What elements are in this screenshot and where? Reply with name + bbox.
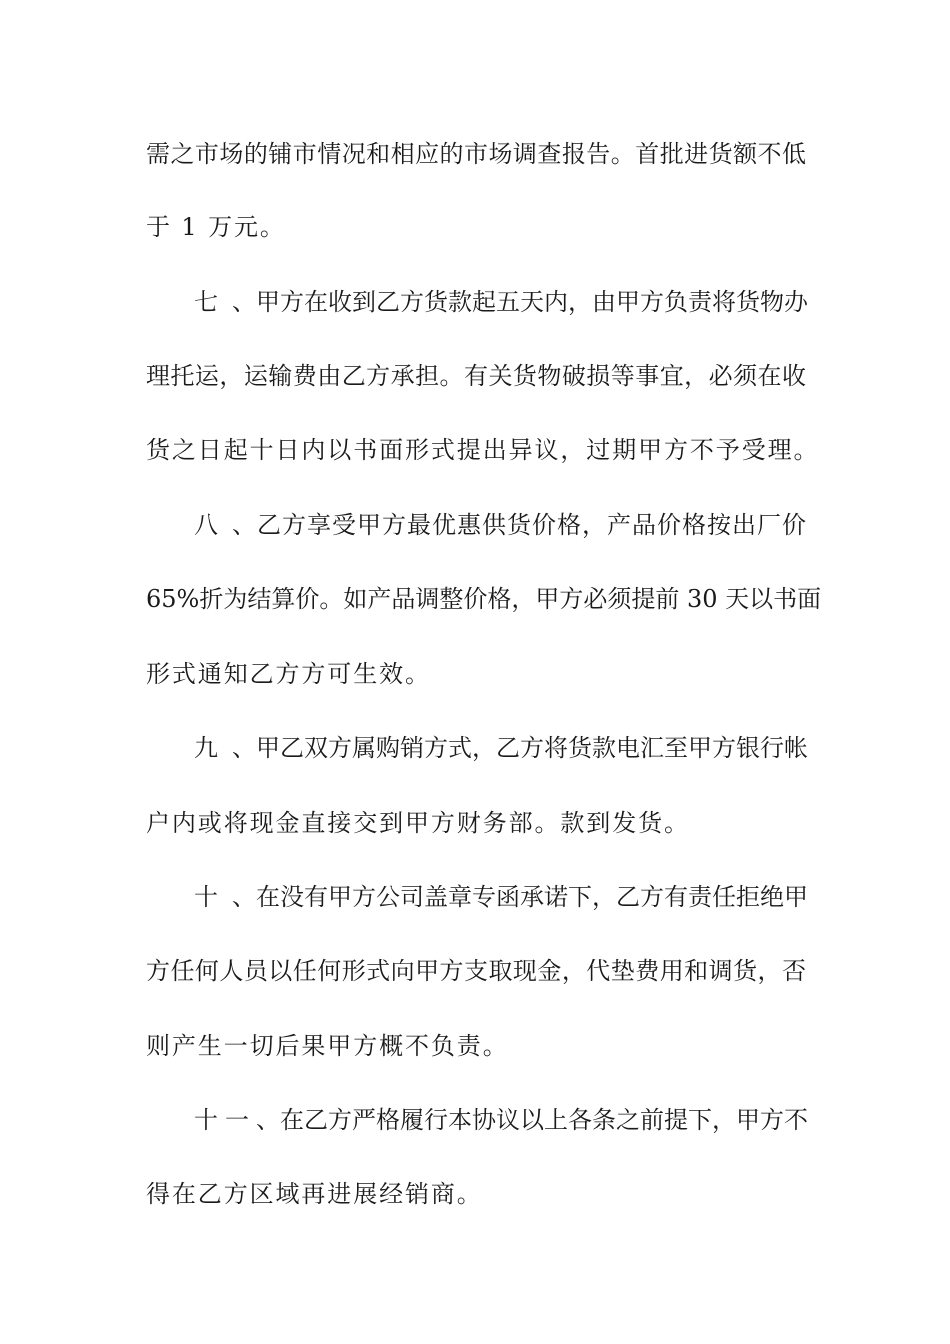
line-text: 得在乙方区域再进展经销商。 (146, 1180, 483, 1208)
text-line (146, 356, 806, 396)
clause-11-heading-line (194, 1100, 806, 1140)
clause-10-heading-line (194, 877, 806, 917)
text-line (146, 951, 806, 991)
line-text: 户内或将现金直接交到甲方财务部。款到发货。 (146, 809, 690, 837)
text-line (146, 579, 822, 619)
clause-8-heading-line (194, 505, 806, 545)
text-line (146, 134, 806, 174)
line-text: 甲乙双方属购销方式，乙方将货款电汇至甲方银行帐 (256, 734, 808, 762)
line-text: 在乙方严格履行本协议以上各条之前提下，甲方不 (280, 1106, 808, 1134)
line-text: 理托运，运输费由乙方承担。有关货物破损等事宜，必须在收 (146, 362, 806, 390)
text-line (146, 1026, 806, 1066)
text-line (146, 430, 820, 470)
clause-number: 十一、 (194, 1106, 280, 1134)
text-line (146, 803, 806, 843)
line-text: 65%折为结算价。如产品调整价格，甲方必须提前 30 天以书面 (146, 585, 822, 613)
text-line (146, 1174, 806, 1214)
clause-number: 十、 (194, 883, 256, 911)
line-text: 货之日起十日内以书面形式提出异议，过期甲方不予受理。 (146, 436, 820, 464)
line-text: 则产生一切后果甲方概不负责。 (146, 1032, 509, 1060)
clause-number: 八、 (194, 511, 256, 539)
clause-7-heading-line (194, 282, 806, 322)
line-text: 需之市场的铺市情况和相应的市场调查报告。首批进货额不低 (146, 140, 806, 168)
line-text: 形式通知乙方方可生效。 (146, 660, 431, 688)
line-text: 乙方享受甲方最优惠供货价格，产品价格按出厂价 (256, 511, 806, 539)
line-text: 在没有甲方公司盖章专函承诺下，乙方有责任拒绝甲 (256, 883, 808, 911)
line-text: 方任何人员以任何形式向甲方支取现金，代垫费用和调货，否 (146, 957, 806, 985)
line-text: 甲方在收到乙方货款起五天内，由甲方负责将货物办 (256, 288, 808, 316)
clause-number: 七、 (194, 288, 256, 316)
text-line (146, 207, 806, 247)
text-line (146, 654, 806, 694)
clause-number: 九、 (194, 734, 256, 762)
clause-9-heading-line (194, 728, 806, 768)
line-text: 于 1 万元。 (146, 213, 286, 241)
